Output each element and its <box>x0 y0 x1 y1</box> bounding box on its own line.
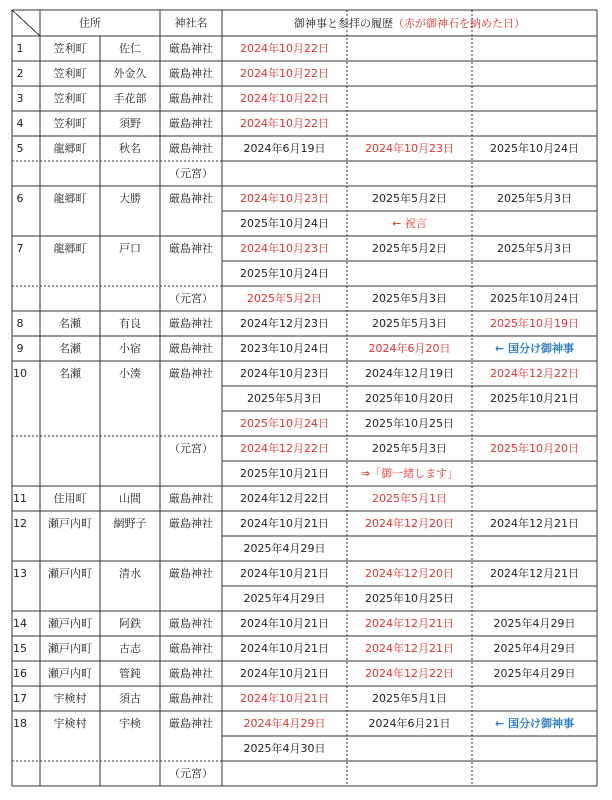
row-village: 宇検 <box>119 717 141 730</box>
history-date: 2025年10月24日 <box>240 417 329 430</box>
row-town: 笠利町 <box>53 117 87 130</box>
history-date: 2024年10月23日 <box>240 242 329 255</box>
history-date: 2025年5月3日 <box>372 442 447 455</box>
history-date: 2025年10月25日 <box>365 592 454 605</box>
row-shrine: 厳島神社 <box>169 242 213 255</box>
row-number: 18 <box>13 717 27 730</box>
row-village: 手花部 <box>113 92 147 105</box>
history-date: 2024年12月23日 <box>240 317 329 330</box>
history-date: 2025年5月3日 <box>247 392 322 405</box>
history-note: ← 祝言 <box>392 217 427 230</box>
history-note: ← 国分け御神事 <box>494 717 575 730</box>
row-number: 10 <box>13 367 27 380</box>
history-date: 2025年5月1日 <box>372 692 447 705</box>
row-town: 瀬戸内町 <box>48 667 92 680</box>
sub-row-shrine: （元宮） <box>169 167 213 180</box>
history-date: 2024年12月21日 <box>365 617 454 630</box>
history-date: 2024年10月23日 <box>240 192 329 205</box>
row-shrine: 厳島神社 <box>169 117 213 130</box>
row-number: 2 <box>16 67 24 80</box>
header-history-label: 御神事と参拝の履歴 <box>294 16 393 30</box>
history-date: 2025年10月21日 <box>490 392 579 405</box>
history-date: 2025年5月3日 <box>497 242 572 255</box>
header-history-note: （赤が御神石を納めた日） <box>393 16 525 30</box>
history-date: 2025年5月3日 <box>372 317 447 330</box>
row-town: 瀬戸内町 <box>48 567 92 580</box>
row-number: 13 <box>13 567 27 580</box>
row-town: 瀬戸内町 <box>48 642 92 655</box>
history-date: 2024年10月23日 <box>365 142 454 155</box>
history-date: 2025年10月24日 <box>240 267 329 280</box>
sub-row-shrine: （元宮） <box>169 767 213 780</box>
row-village: 佐仁 <box>119 42 141 55</box>
history-date: 2025年10月24日 <box>490 142 579 155</box>
history-date: 2025年5月2日 <box>372 192 447 205</box>
sub-row-shrine: （元宮） <box>169 292 213 305</box>
row-number: 9 <box>16 342 24 355</box>
row-town: 笠利町 <box>53 92 87 105</box>
history-date: 2024年12月20日 <box>365 517 454 530</box>
row-town: 龍郷町 <box>53 242 87 255</box>
row-shrine: 厳島神社 <box>169 717 213 730</box>
history-note: ⇒「御一緒します」 <box>360 467 459 480</box>
row-shrine: 厳島神社 <box>169 142 213 155</box>
row-shrine: 厳島神社 <box>169 342 213 355</box>
history-date: 2025年4月29日 <box>243 542 326 555</box>
row-town: 龍郷町 <box>53 142 87 155</box>
history-date: 2025年5月3日 <box>497 192 572 205</box>
row-town: 瀬戸内町 <box>48 617 92 630</box>
row-shrine: 厳島神社 <box>169 642 213 655</box>
row-number: 1 <box>16 42 24 55</box>
history-date: 2024年10月22日 <box>240 67 329 80</box>
history-date: 2024年12月19日 <box>365 367 454 380</box>
row-number: 16 <box>13 667 27 680</box>
row-shrine: 厳島神社 <box>169 317 213 330</box>
row-village: 秋名 <box>119 142 141 155</box>
history-date: 2024年6月19日 <box>243 142 326 155</box>
row-shrine: 厳島神社 <box>169 667 213 680</box>
row-village: 小宿 <box>119 342 141 355</box>
history-date: 2024年12月22日 <box>365 667 454 680</box>
row-town: 笠利町 <box>53 42 87 55</box>
header-shrine-name: 神社名 <box>174 16 208 30</box>
history-date: 2024年12月20日 <box>365 567 454 580</box>
history-date: 2024年10月22日 <box>240 117 329 130</box>
row-number: 17 <box>13 692 27 705</box>
header-corner-diagonal <box>12 10 40 36</box>
history-date: 2024年12月21日 <box>490 517 579 530</box>
history-date: 2024年4月29日 <box>243 717 326 730</box>
history-date: 2025年10月25日 <box>365 417 454 430</box>
history-date: 2025年4月29日 <box>493 617 576 630</box>
row-village: 小湊 <box>119 367 141 380</box>
history-date: 2025年5月2日 <box>372 242 447 255</box>
history-date: 2025年4月29日 <box>243 592 326 605</box>
row-number: 15 <box>13 642 27 655</box>
row-town: 龍郷町 <box>53 192 87 205</box>
history-date: 2025年4月29日 <box>493 667 576 680</box>
row-shrine: 厳島神社 <box>169 67 213 80</box>
row-shrine: 厳島神社 <box>169 492 213 505</box>
row-town: 名瀬 <box>59 342 81 355</box>
row-town: 瀬戸内町 <box>48 517 92 530</box>
row-town: 宇検村 <box>53 717 87 730</box>
row-shrine: 厳島神社 <box>169 567 213 580</box>
row-town: 住用町 <box>53 492 87 505</box>
row-village: 網野子 <box>113 517 147 530</box>
row-number: 11 <box>13 492 27 505</box>
history-date: 2025年5月3日 <box>372 292 447 305</box>
row-village: 管鈍 <box>119 667 141 680</box>
row-shrine: 厳島神社 <box>169 42 213 55</box>
history-date: 2025年4月30日 <box>243 742 326 755</box>
header-history <box>294 16 525 30</box>
row-shrine: 厳島神社 <box>169 192 213 205</box>
row-village: 大勝 <box>119 192 141 205</box>
history-date: 2024年10月21日 <box>240 642 329 655</box>
row-number: 6 <box>16 192 24 205</box>
history-date: 2024年10月21日 <box>240 692 329 705</box>
row-town: 宇検村 <box>53 692 87 705</box>
history-date: 2025年5月1日 <box>372 492 447 505</box>
history-date: 2025年10月24日 <box>240 217 329 230</box>
row-shrine: 厳島神社 <box>169 92 213 105</box>
row-village: 清水 <box>119 567 141 580</box>
history-date: 2025年10月19日 <box>490 317 579 330</box>
history-date: 2024年10月21日 <box>240 667 329 680</box>
row-number: 4 <box>16 117 24 130</box>
row-village: 須古 <box>119 692 141 705</box>
history-date: 2025年10月20日 <box>490 442 579 455</box>
row-town: 名瀬 <box>59 367 81 380</box>
history-date: 2024年12月21日 <box>490 567 579 580</box>
row-shrine: 厳島神社 <box>169 517 213 530</box>
row-village: 有良 <box>119 317 141 330</box>
history-date: 2024年10月21日 <box>240 517 329 530</box>
history-date: 2025年10月20日 <box>365 392 454 405</box>
row-town: 名瀬 <box>59 317 81 330</box>
history-date: 2024年12月22日 <box>240 442 329 455</box>
history-date: 2023年10月24日 <box>240 342 329 355</box>
row-number: 14 <box>13 617 27 630</box>
row-shrine: 厳島神社 <box>169 367 213 380</box>
row-town: 笠利町 <box>53 67 87 80</box>
row-village: 須野 <box>119 117 141 130</box>
row-village: 外金久 <box>113 67 147 80</box>
history-date: 2024年10月22日 <box>240 42 329 55</box>
history-date: 2025年10月21日 <box>240 467 329 480</box>
header-address: 住所 <box>79 16 101 30</box>
history-date: 2024年10月22日 <box>240 92 329 105</box>
row-shrine: 厳島神社 <box>169 617 213 630</box>
history-date: 2024年12月22日 <box>240 492 329 505</box>
history-date: 2025年4月29日 <box>493 642 576 655</box>
history-date: 2024年10月21日 <box>240 617 329 630</box>
row-number: 7 <box>16 242 24 255</box>
history-date: 2025年10月24日 <box>490 292 579 305</box>
row-village: 阿鉄 <box>119 617 141 630</box>
history-date: 2025年5月2日 <box>247 292 322 305</box>
row-village: 山間 <box>119 492 141 505</box>
row-number: 12 <box>13 517 27 530</box>
history-date: 2024年6月20日 <box>368 342 451 355</box>
history-date: 2024年6月21日 <box>368 717 451 730</box>
history-note: ← 国分け御神事 <box>494 342 575 355</box>
row-number: 8 <box>16 317 24 330</box>
history-date: 2024年12月22日 <box>490 367 579 380</box>
row-number: 3 <box>16 92 24 105</box>
row-village: 戸口 <box>119 242 141 255</box>
row-shrine: 厳島神社 <box>169 692 213 705</box>
sub-row-shrine: （元宮） <box>169 442 213 455</box>
history-date: 2024年10月21日 <box>240 567 329 580</box>
history-date: 2024年12月21日 <box>365 642 454 655</box>
history-date: 2024年10月23日 <box>240 367 329 380</box>
row-village: 古志 <box>119 642 141 655</box>
row-number: 5 <box>16 142 24 155</box>
